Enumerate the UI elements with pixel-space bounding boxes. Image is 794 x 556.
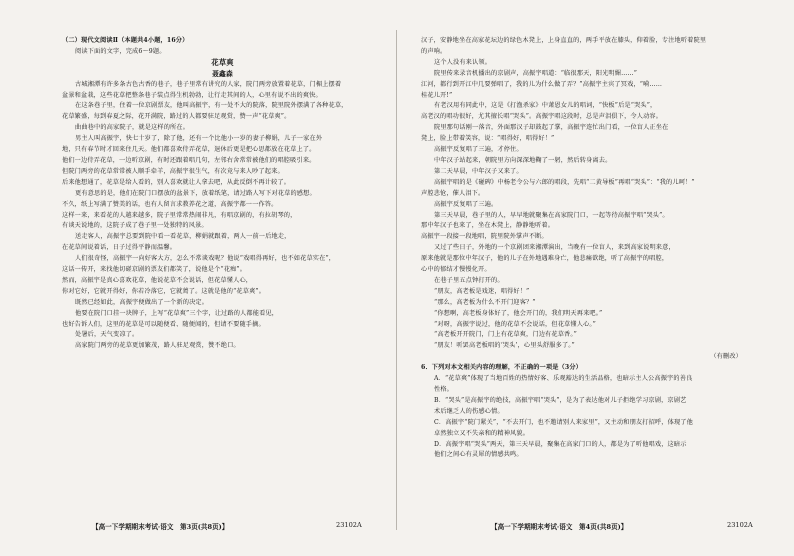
text-line: 凳上，脸上带着笑容，说：“唱得好，唱得好！” — [421, 135, 555, 143]
option-b-cont: 术后继乏人的伤感心情。 — [434, 407, 504, 415]
text-line: 高振宇一段接一段地唱，院里院外掌声不断。 — [421, 233, 548, 241]
text-line: 的声响。 — [421, 47, 447, 55]
text-line: 人们很奇怪，高振宇一向好客大方，怎么不常谈戏呢？他说“戏唱得再好，也不如花草实在”， — [75, 255, 336, 263]
text-line: 盆景和盆栽，这些花草把整条巷子装点得生机勃勃，让行走其间的人，心里有说不出的爽快。 — [62, 91, 322, 99]
text-line: 花草繁盛，每到春夏之际，花开满院，路过的人都要驻足观赏，赞一声“花草爽”。 — [62, 113, 291, 121]
right-page — [397, 0, 794, 556]
text-line: 江河，都行到开江中几要弹唱了，我的儿为什么做了弄？”高振宇主宾了冥戏，“嗬…… — [421, 80, 663, 88]
option-b: B．“哭头”是高振宇的绝技，高振宇唱“哭头”，是为了表达他对儿子拒绝学习京剧，京剧艺 — [434, 396, 687, 404]
text-line: 这样一来，来看花的人越来越多，院子里常常热闹非凡，有唱京剧的，有拉胡琴的， — [62, 211, 297, 219]
text-line: 然而，高振宇是真心喜欢花草，他说花草不会说话，但花草懂人心， — [62, 276, 253, 284]
exam-code: 23102A — [336, 521, 362, 529]
text-line: 高振宇唱的是《碰碑》中杨老令公与六郎的唱段，先唱“二黄导板”再唱“哭头”：“我的儿呵！” — [434, 178, 695, 186]
text-line: 心中的郁结才慢慢化开。 — [421, 266, 491, 274]
text-line: “朋友，高老板是戏迷，唱得好！” — [434, 287, 530, 295]
text-line: 高振宇反复唱了三遍，才停住。 — [434, 146, 523, 154]
option-c-cont: 卓然独立又不失亲和的精神风貌。 — [434, 429, 530, 437]
text-line: 又过了些日子，外地的一个京剧团来湘潭演出，当晚有一位盲人，来到高家说明来意， — [434, 244, 675, 252]
text-line: 中年汉子站起来，朝院里方向深深地鞠了一躬，然后转身离去。 — [434, 156, 612, 164]
text-line: 不久，纸上写满了赞美的话，也有人留言求教养花之道，高振宇都一一作答。 — [62, 200, 278, 208]
option-a: A．“花草爽”体现了当地百姓的热情好客、乐观豁达的生活品格，也暗示主人公高振宇的善良 — [434, 375, 693, 383]
text-line: 院里传来录音机播出的京剧声，高振宇唱道：“临很那天，阳光明媚……” — [434, 69, 638, 77]
text-line: 这话一传开，来找他切磋京剧的票友们都笑了，说他是个“花痴”。 — [62, 266, 247, 274]
section-heading: （二）现代文阅读Ⅱ（本题共4小题，16分） — [62, 37, 189, 44]
text-line: 桂花儿开!” — [421, 91, 453, 99]
text-line: 有谈天说地的，这院子成了巷子里一处独特的风景。 — [62, 222, 208, 230]
left-page-footer — [92, 521, 362, 531]
text-line: 也好告诉人们，这里的花草是可以随便看、随便闻的，但请不要随手摘。 — [62, 320, 265, 328]
option-d-cont: 他们之间心有灵犀的情感共鸣。 — [434, 451, 523, 459]
text-line: “对呀，高振宇说过，他的花草不会说话，但花草懂人心。” — [434, 320, 596, 328]
text-line: 更有意思的是，他们在院门口摆放的盆景下，放着纸笔，请过路人写下对花草的感想。 — [75, 189, 316, 197]
instruction: 阅读下面的文字，完成6～9题。 — [75, 47, 166, 55]
text-line: 既然已经如此，高振宇便做出了一个新的决定。 — [75, 298, 209, 306]
option-a-cont: 性格。 — [434, 386, 454, 393]
text-line: 第三天早晨，巷子里的人，早早地就聚集在高家院门口，一起等待高振宇唱“哭头”。 — [434, 211, 669, 219]
text-line: 高振宇反复唱了三遍。 — [434, 200, 498, 208]
text-line: 在这条巷子里，住着一位京剧票友，他叫高振宇，有一处不大的院落，院里院外摆满了各种花草， — [75, 102, 348, 110]
text-line: “朋友！听罢高老板唱的‘哭头’，心里头舒服多了。” — [434, 342, 575, 350]
text-line: 他要在院门口挂一块牌子，上写“花草爽”三个字，让过路的人都能看见， — [75, 309, 279, 317]
text-line: 在花草间说着话，日子过得平静而温馨。 — [62, 244, 177, 252]
option-c: C．高振宇“院门紧关”，“不去开门，也不邀请别人来家里”，又主动和朋友打招呼，体现了他 — [434, 418, 693, 426]
text-line: 高老汉的唱功很好，尤其擅长唱“哭头”。高振宇唱这段时，总是声泪俱下，令人动容。 — [421, 113, 663, 121]
text-line: 原来他就是那位中年汉子，他的儿子在外地遇难身亡，他悲痛欲绝，听了高振宇的唱腔， — [421, 255, 669, 263]
text-line: “你想啊，高老板身体好了，他会开门的，我们明天再来吧。” — [434, 309, 603, 317]
text-line: 但院门两旁的花草常常被人顺手牵羊，高振宇很生气，有次竟与来人吵了起来。 — [62, 167, 284, 175]
text-line: 后来他想通了，花草是给人看的，别人喜欢就让人拿去吧，从此反倒不再计较了。 — [62, 178, 291, 186]
text-line: 他们一边侍弄花草，一边听京剧，有时还跟着唱几句，左邻右舍常常被他们的唱腔吸引来。 — [62, 156, 316, 164]
option-d: D．高振宇唱“哭头”两天，第三天早晨，聚集在高家门口的人，都是为了听他唱戏，这暗示 — [434, 440, 687, 448]
page-footer-label: 【高一下学期期末考试·语文 第3页(共8页)】 — [92, 523, 229, 531]
article-title: 花草爽 — [211, 57, 234, 67]
text-line: 院里那句话刚一落音，外面那汉子却鼓起了掌，高振宇连忙出门看，一位盲人正坐在 — [434, 124, 669, 132]
text-line: 古城湘潭有许多条古色古香的巷子，巷子里常有讲究的人家，院门两旁放置着花草，门楣上摆着 — [75, 80, 342, 88]
right-page-footer — [491, 521, 753, 531]
text-line: 地，只有春节时才回来住几天。他们都喜欢侍弄花草，退休后更是把心思都放在花草上了。 — [62, 146, 316, 154]
text-line: “那么，高老板为什么不开门迎客？” — [434, 298, 536, 306]
text-line: 第二天早晨，中年汉子又来了。 — [434, 167, 523, 175]
exam-code: 23102A — [727, 521, 753, 529]
text-line: 送走客人，高振宇总要到院中看一看花草，柳娟就跟着，两人一前一后地走， — [75, 233, 291, 241]
question-6-stem: 6．下列对本文相关内容的理解，不正确的一项是（3分） — [421, 364, 583, 372]
text-line: 你对它好，它就开得好，你若冷落它，它就蔫了。这就是他的“花草爽”。 — [62, 287, 266, 295]
text-line: 那中年汉子也来了，坐在木凳上，静静地听着。 — [421, 222, 555, 230]
source-note: （有删改） — [710, 353, 742, 361]
text-line: 男主人叫高振宇，快七十岁了，除了他，还有一个比他小一岁的妻子柳娟，儿子一家在外 — [75, 135, 323, 143]
text-line: 在巷子里五点钟打开的。 — [434, 276, 504, 284]
text-line: 汉子，安静地坐在高家花坛边的绿色木凳上，上身直直的，两手平放在膝头，仰着脸，专注地听着院里 — [421, 37, 707, 44]
text-line: “高老板开开院门，门上有花草爽，门边有花草香。” — [434, 331, 577, 339]
article-author: 聂鑫森 — [212, 69, 233, 78]
text-line: 高家院门两旁的花草更加繁茂，路人驻足观赏，赞不绝口。 — [75, 342, 240, 350]
text-line: 曲曲巷中的高家院子，就是这样的所在。 — [75, 124, 190, 132]
text-line: 声腔悲怆，催人泪下。 — [421, 189, 485, 197]
text-line: 这个人没有来认领。 — [434, 58, 492, 66]
page-footer-label: 【高一下学期期末考试·语文 第4页(共8页)】 — [491, 523, 628, 531]
text-line: 处暑后，天气变凉了。 — [75, 331, 139, 339]
text-line: 有老汉用有同此中，这是《打渔杀家》中萧恩女儿的唱词，“快板”后是“哭头”， — [434, 102, 657, 110]
